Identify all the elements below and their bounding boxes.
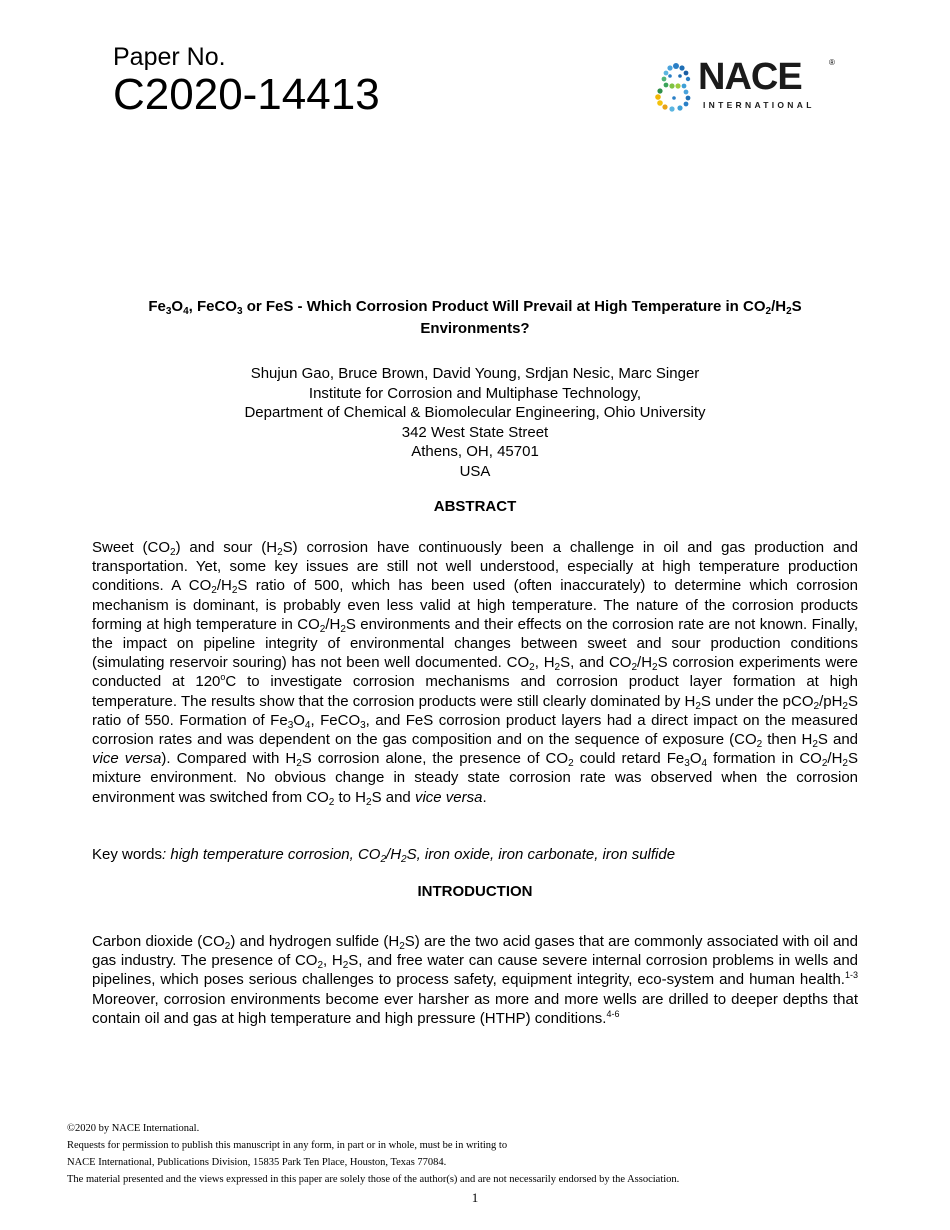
page-number: 1 [471, 1190, 479, 1205]
nace-logo-icon [646, 58, 702, 114]
footer-permission-1: Requests for permission to publish this manuscript in any form, in part or in whole, must be in writing to [67, 1140, 508, 1151]
author-department: Department of Chemical & Biomolecular Engineering, Ohio University [244, 404, 706, 421]
keywords [92, 845, 858, 864]
paper-label: Paper No. [113, 43, 226, 71]
title-line-2: Environments? [420, 320, 530, 337]
registered-mark: ® [829, 58, 835, 67]
author-institute: Institute for Corrosion and Multiphase Technology, [308, 384, 642, 402]
abstract-heading: ABSTRACT [433, 498, 517, 515]
nace-logo [646, 58, 846, 114]
author-block [92, 364, 858, 481]
keywords-values: : high temperature corrosion, $CO_2/H_2S$, iron oxide, iron carbonate, iron sulfide [162, 846, 676, 865]
paper-title [92, 296, 858, 340]
nace-wordmark: NACE [698, 56, 802, 98]
title-line-1: $Fe_3O_4$, FeCO$_3$ or FeS - Which Corrosion Product Will Prevail at High Temperature in $CO_2/H_2S$ [148, 298, 802, 317]
author-country: USA [459, 462, 491, 480]
footer-copyright: ©2020 by NACE International. [67, 1123, 200, 1134]
footer-permission-2: NACE International, Publications Division, 15835 Park Ten Place, Houston, Texas 77084. [67, 1157, 447, 1168]
author-names: Shujun Gao, Bruce Brown, David Young, Srdjan Nesic, Marc Singer [250, 365, 700, 382]
nace-tagline: INTERNATIONAL [703, 100, 815, 110]
author-city: Athens, OH, 45701 [411, 443, 539, 460]
abstract-text: Sweet $(CO_2)$ and sour $(H_2S)$ corrosion have continuously been a challenge in oil and gas production and transportation. Yet, some key issues are still not well understood, especially at high temperature production conditions. A $CO_2/H_2S$ ratio of 500, which has been used (often inaccurately) to determine which corrosion mechanism is dominant, is probably even less valid at high temperature. The nature of the corrosion products forming at high temperature in $CO_2/H_2S$ environments and their effects on the corrosion rate are not known. Finally, the impact on pipeline integrity of environmental changes between sweet and sour production conditions (simulating reservoir souring) has not been well documented. $CO_2$, $H_2S$, and $CO_2/H_2S$ corrosion experiments were conducted at 120$^o$C to investigate corrosion mechanisms and corrosion product layer formation at high temperature. The results show that the corrosion products were still clearly dominated by $H_2S$ under the $pCO_2/pH_2S$ ratio of 550. Formation of $Fe_3O_4$, FeCO$_3$, and FeS corrosion product layers had a direct impact on the measured corrosion rates and was dependent on the gas composition and on the sequence of exposure ($CO_2$ then $H_2S$ and vice versa). Compared with $H_2S$ corrosion alone, the presence of $CO_2$ could retard $Fe_3O_4$ formation in $CO_2/H_2S$ mixture environment. No obvious change in steady state corrosion rate was observed when the corrosion environment was switched from $CO_2$ to $H_2S$ and vice versa. [92, 539, 858, 808]
keywords-label: Key words [92, 846, 163, 863]
introduction-heading: INTRODUCTION [417, 883, 533, 900]
author-street: 342 West State Street [401, 423, 549, 441]
footer-disclaimer: The material presented and the views expressed in this paper are solely those of the author(s) and are not necessarily endorsed by the Association. [67, 1174, 680, 1185]
paper-number: C2020-14413 [113, 70, 380, 119]
footer [67, 1120, 887, 1188]
paper-number-block [113, 42, 380, 118]
introduction-text: Carbon dioxide $(CO_2)$ and hydrogen sulfide $(H_2S)$ are the two acid gases that are commonly associated with oil and gas industry. The presence of $CO_2$, $H_2S$, and free water can cause severe internal corrosion problems in wells and pipelines, which poses serious challenges to process safety, equipment integrity, eco-system and human health.$^{1-3}$ Moreover, corrosion environments become ever harsher as more and more wells are drilled to deeper depths that contain oil and gas at high temperature and high pressure (HTHP) conditions.$^{4-6}$ [92, 933, 859, 1027]
